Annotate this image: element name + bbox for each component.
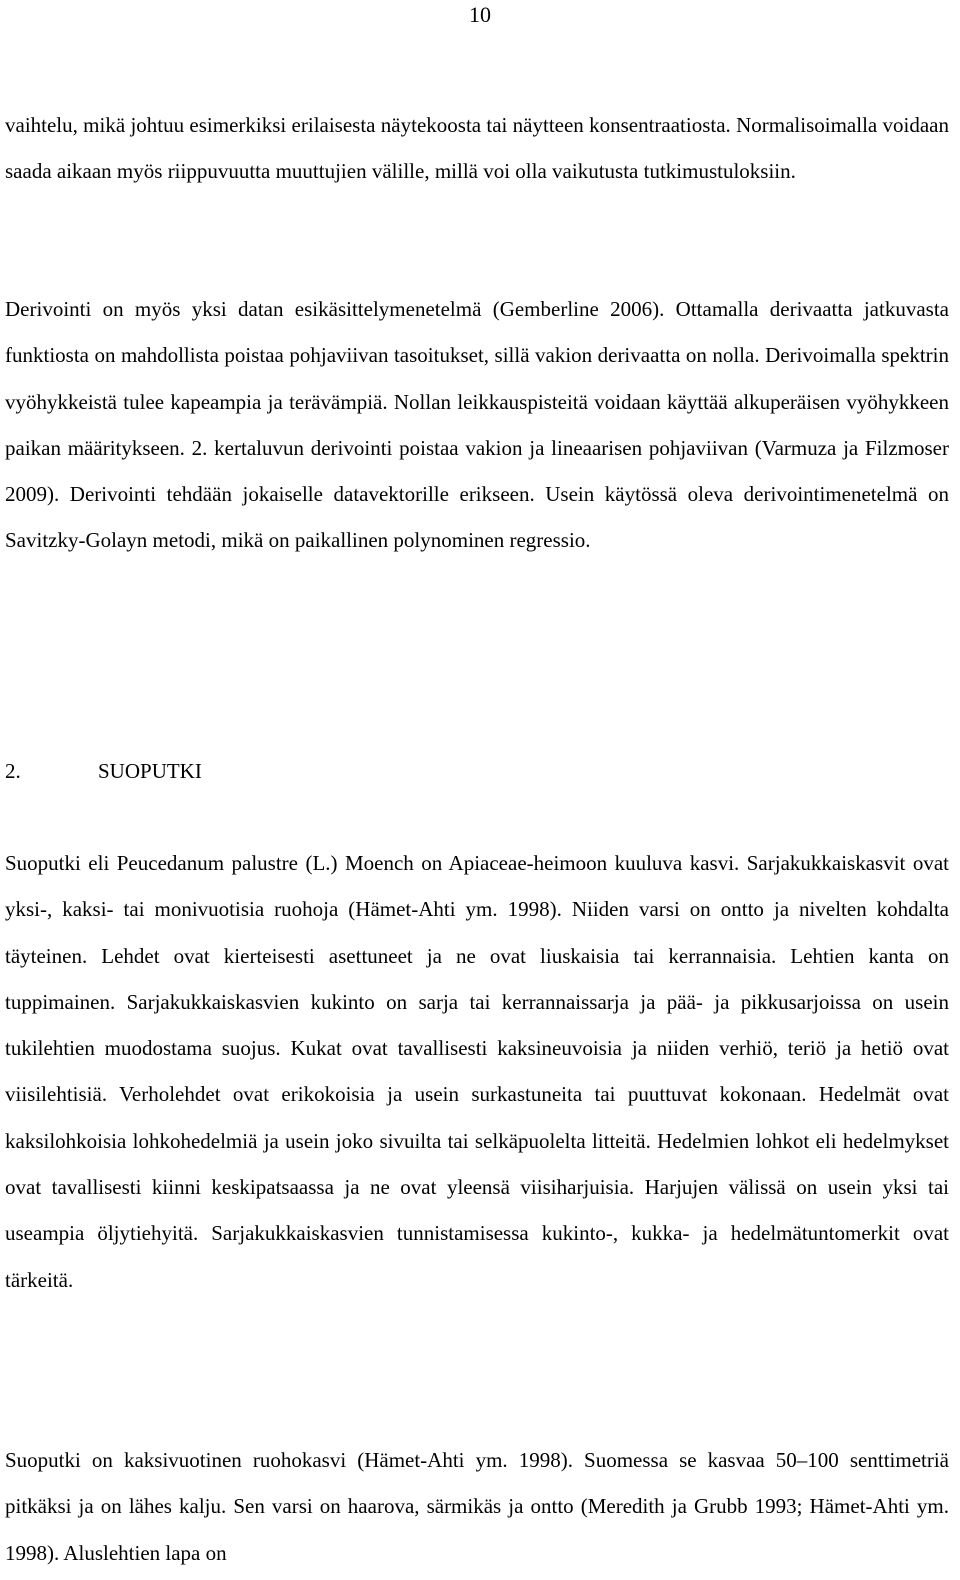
section-number: 2. xyxy=(5,759,21,783)
section-heading xyxy=(5,748,202,794)
page-number: 10 xyxy=(469,2,491,27)
paragraph-normalisation: vaihtelu, mikä johtuu esimerkiksi erilaisesta näytekoosta tai näytteen konsentraatiosta. Normalisoimalla voidaan saada aikaan myös riippuvuutta muuttujien välille, millä voi olla vaikutusta tutkimustuloksiin. xyxy=(5,113,949,184)
paragraph-plant-description: Suoputki eli Peucedanum palustre (L.) Moench on Apiaceae-heimoon kuuluva kasvi. Sarjakukkaiskasvit ovat yksi-, kaksi- tai monivuotisia ruohoja (Hämet-Ahti ym. 1998). Niiden varsi on ontto ja nivelten kohdalta täyteinen. Lehdet ovat kierteisesti asettuneet ja ne ovat liuskaisia tai kerrannaisia. Lehtien kanta on tuppimainen. Sarjakukkaiskasvien kukinto on sarja tai kerrannaissarja ja pää- ja pikkusarjoissa on usein tukilehtien muodostama suojus. Kukat ovat tavallisesti kaksineuvoisia ja niiden verhiö, teriö ja hetiö ovat viisilehtisiä. Verholehdet ovat erikokoisia ja usein surkastuneita tai puuttuvat kokonaan. Hedelmät ovat kaksilohkoisia lohkohedelmiä ja usein joko sivuilta tai selkäpuolelta litteitä. Hedelmien lohkot eli hedelmykset ovat tavallisesti kiinni keskipatsaassa ja ne ovat yleensä viisiharjuisia. Harjujen välissä on usein yksi tai useampia öljytiehyitä. Sarjakukkaiskasvien tunnistamisessa kukinto-, kukka- ja hedelmätuntomerkit ovat tärkeitä. xyxy=(5,851,949,1292)
section-title: SUOPUTKI xyxy=(98,759,202,783)
paragraph-derivation: Derivointi on myös yksi datan esikäsittelymenetelmä (Gemberline 2006). Ottamalla derivaatta jatkuvasta funktiosta on mahdollista poistaa pohjaviivan tasoitukset, sillä vakion derivaatta on nolla. Derivoimalla spektrin vyöhykkeistä tulee kapeampia ja terävämpiä. Nollan leikkauspisteitä voidaan käyttää alkuperäisen vyöhykkeen paikan määritykseen. 2. kertaluvun derivointi poistaa vakion ja lineaarisen pohjaviivan (Varmuza ja Filzmoser 2009). Derivointi tehdään jokaiselle datavektorille erikseen. Usein käytössä oleva derivointimenetelmä on Savitzky-Golayn metodi, mikä on paikallinen polynominen regressio. xyxy=(5,297,949,553)
paragraph-suoputki-habit: Suoputki on kaksivuotinen ruohokasvi (Hämet-Ahti ym. 1998). Suomessa se kasvaa 50–100 senttimetriä pitkäksi ja on lähes kalju. Sen varsi on haarova, särmikäs ja ontto (Meredith ja Grubb 1993; Hämet-Ahti ym. 1998). Aluslehtien lapa on xyxy=(5,1448,949,1565)
